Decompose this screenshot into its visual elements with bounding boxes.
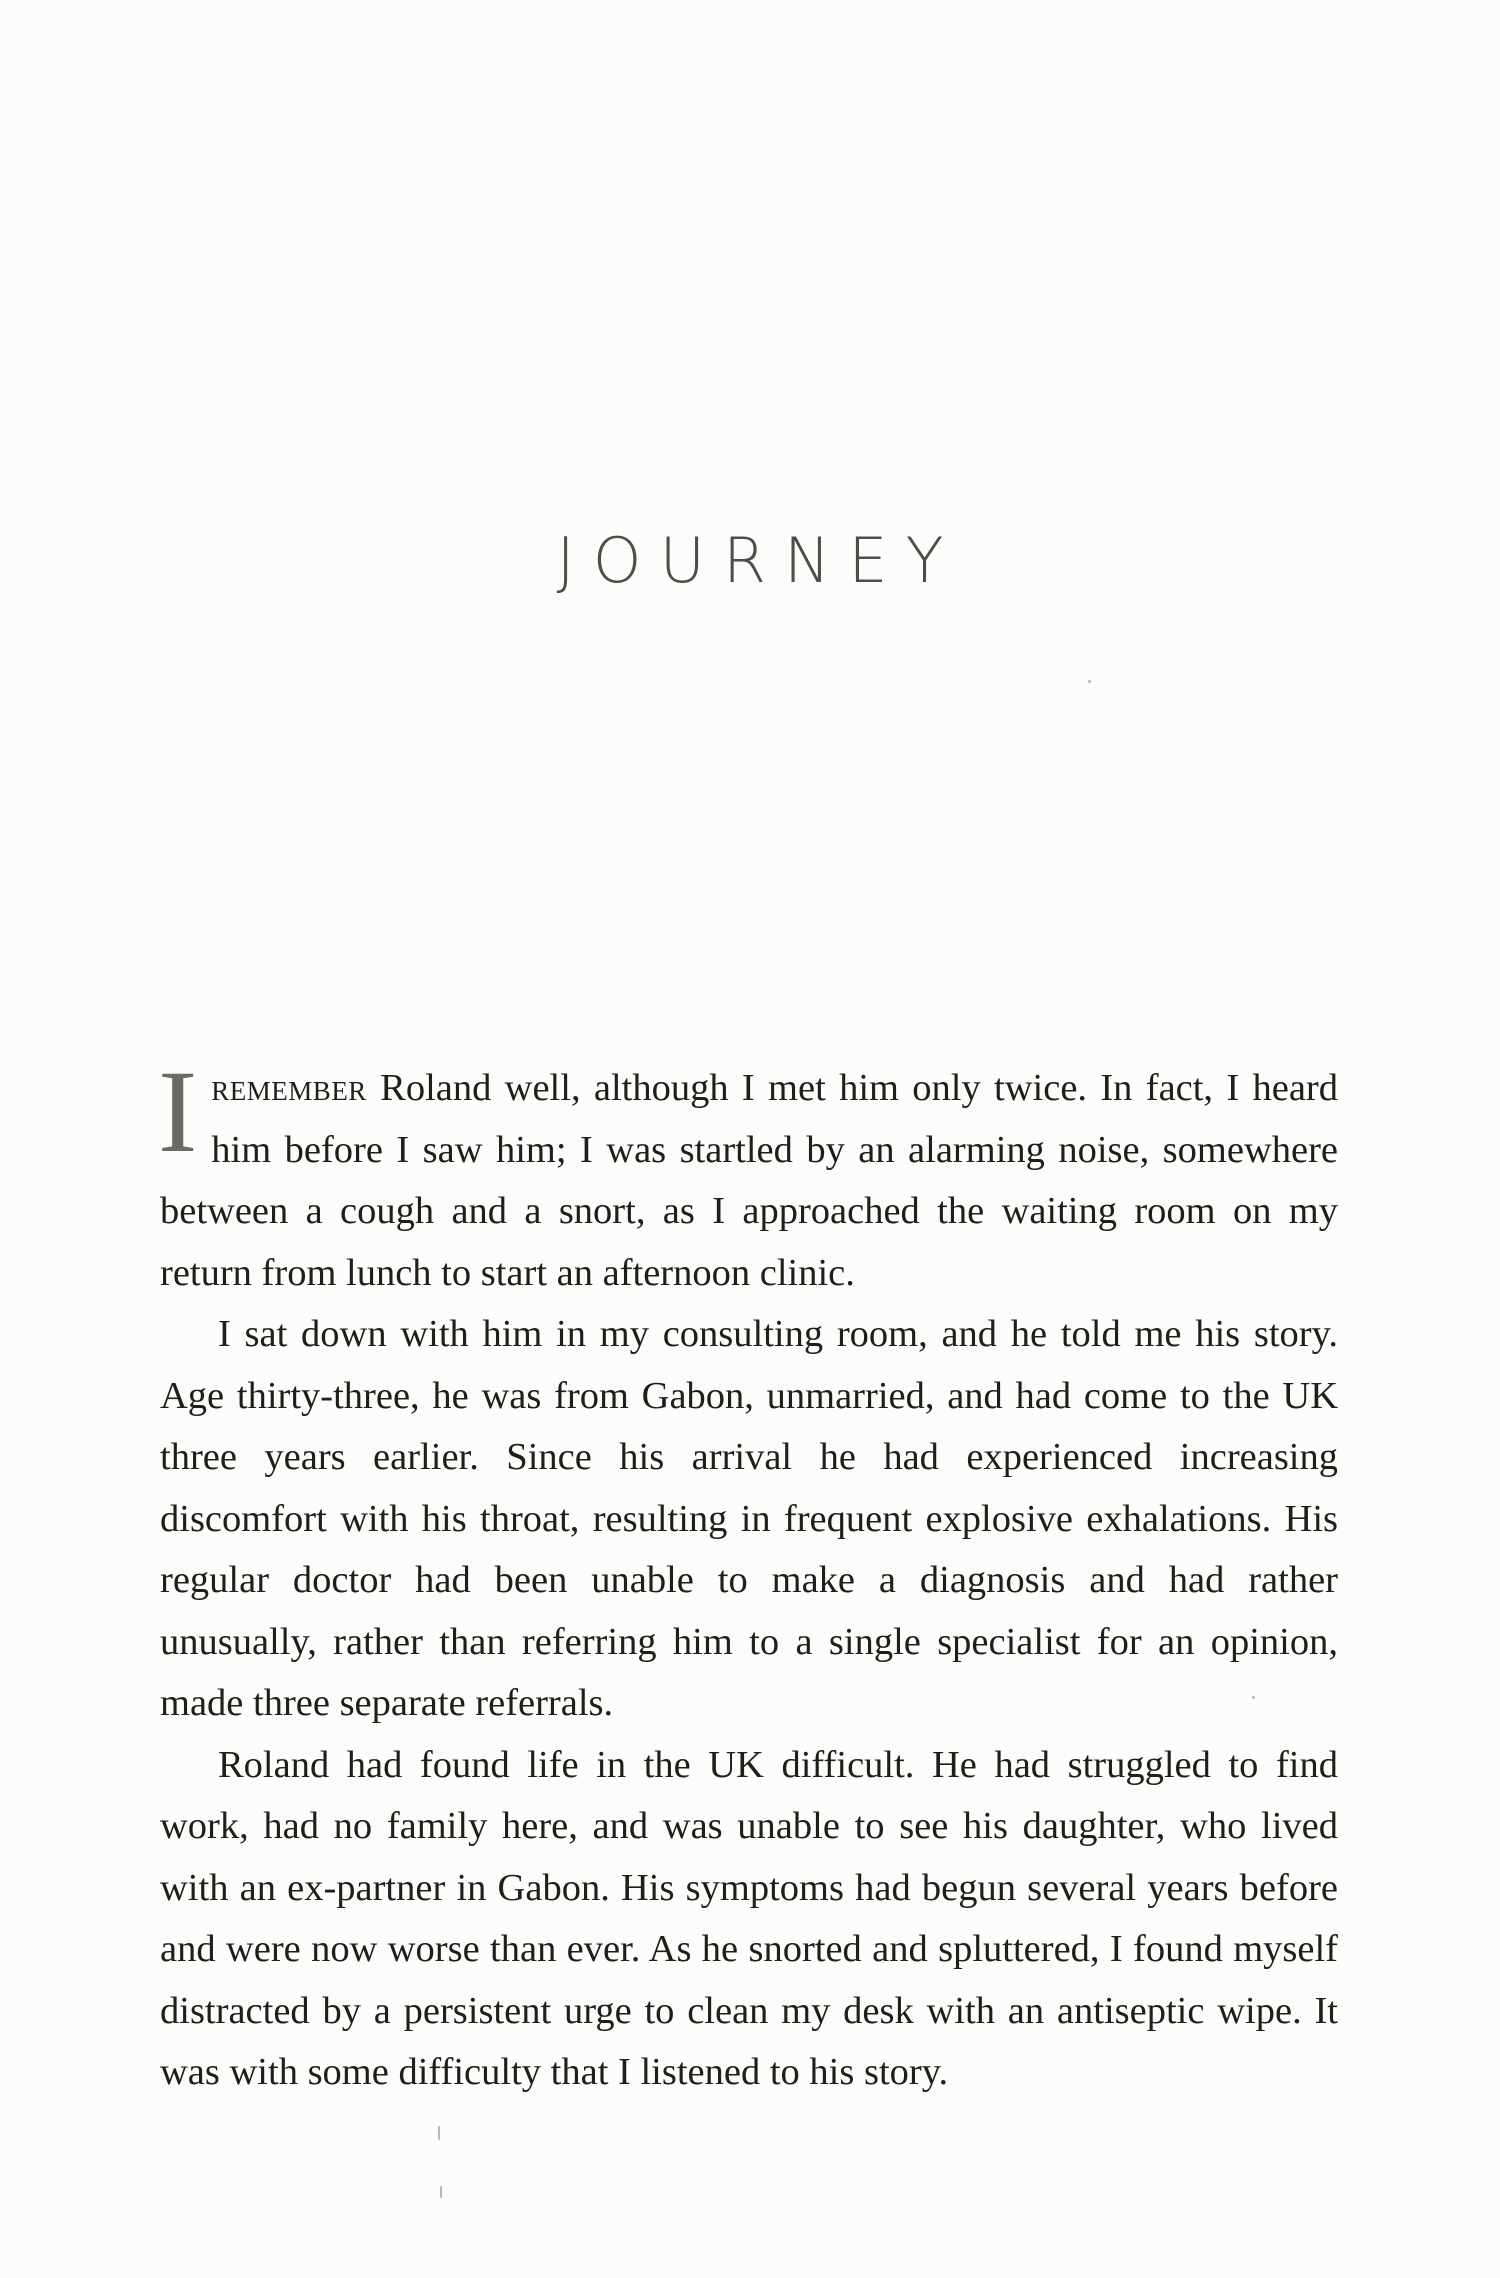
paragraph-2: I sat down with him in my consulting room, and he told me his story. Age thirty-three, he was from Gabon, unmarried, and had come to the UK three years earlier. Since his arrival he had experienced increasing discomfort with his throat, resulting in frequent explosive exhalations. His regular doctor had been unable to make a diagnosis and had rather unusually, rather than referring him to a single specialist for an opinion, made three separate referrals.: [160, 1313, 1338, 1724]
drop-cap: I: [158, 1046, 198, 1177]
paragraph-3: Roland had found life in the UK difficult. He had struggled to find work, had no family here, and was unable to see his daughter, who lived with an ex-partner in Gabon. His symptoms had begun several years before and were now worse than ever. As he snorted and spluttered, I found myself distracted by a persistent urge to clean my desk with an antiseptic wipe. It was with some difficulty that I listened to his story.: [160, 1743, 1338, 2093]
opening-word: remember: [211, 1067, 367, 1109]
chapter-body: [158, 1046, 1338, 2104]
paper-speck: [440, 2186, 442, 2198]
chapter-title: JOURNEY: [556, 523, 962, 597]
paragraph-1-text: Roland well, although I met him only twice. In fact, I heard him before I saw him; I was startled by an alarming noise, somewhere between a cough and a snort, as I approached the waiting room on my return from lunch to start an afternoon clinic.: [160, 1067, 1338, 1294]
paragraph-1: [158, 1046, 1338, 1304]
paper-speck: [438, 2126, 440, 2140]
paper-speck: [1088, 680, 1091, 683]
